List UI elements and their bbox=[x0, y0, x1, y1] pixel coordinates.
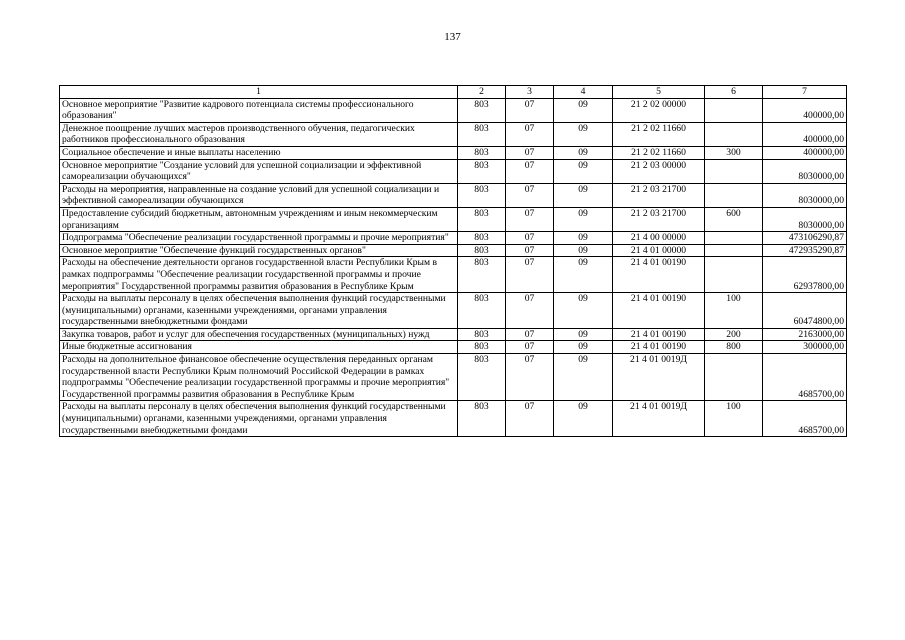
cell-desc: Иные бюджетные ассигнования bbox=[60, 341, 458, 354]
cell-c4: 09 bbox=[554, 341, 613, 354]
cell-c6: 200 bbox=[705, 328, 763, 341]
cell-c5: 21 4 01 00190 bbox=[613, 328, 705, 341]
cell-c7: 473106290,87 bbox=[763, 232, 847, 245]
cell-c7: 60474800,00 bbox=[763, 293, 847, 329]
cell-c5: 21 4 01 00190 bbox=[613, 293, 705, 329]
cell-c3: 07 bbox=[506, 293, 554, 329]
cell-c6 bbox=[705, 257, 763, 293]
cell-c3: 07 bbox=[506, 159, 554, 183]
cell-c3: 07 bbox=[506, 354, 554, 401]
cell-c6: 800 bbox=[705, 341, 763, 354]
cell-c4: 09 bbox=[554, 244, 613, 257]
cell-c4: 09 bbox=[554, 293, 613, 329]
cell-c2: 803 bbox=[458, 98, 506, 122]
cell-c5: 21 2 03 00000 bbox=[613, 159, 705, 183]
cell-desc: Расходы на выплаты персоналу в целях обеспечения выполнения функций государственными (муниципальными) органами, казенными учреждениями, органами управления государственными внебюджетными фондами bbox=[60, 401, 458, 437]
cell-c4: 09 bbox=[554, 146, 613, 159]
cell-c7: 400000,00 bbox=[763, 98, 847, 122]
cell-c7: 8030000,00 bbox=[763, 159, 847, 183]
table-row bbox=[60, 159, 847, 183]
cell-c7: 8030000,00 bbox=[763, 207, 847, 231]
cell-c2: 803 bbox=[458, 328, 506, 341]
cell-c4: 09 bbox=[554, 98, 613, 122]
cell-c7: 8030000,00 bbox=[763, 183, 847, 207]
cell-desc: Расходы на мероприятия, направленные на создание условий для успешной социализации и эффективной самореализации обучающихся bbox=[60, 183, 458, 207]
cell-c4: 09 bbox=[554, 122, 613, 146]
cell-c6: 100 bbox=[705, 401, 763, 437]
table-row bbox=[60, 207, 847, 231]
cell-c6: 300 bbox=[705, 146, 763, 159]
cell-c6: 600 bbox=[705, 207, 763, 231]
cell-c3: 07 bbox=[506, 257, 554, 293]
cell-desc: Расходы на обеспечение деятельности органов государственной власти Республики Крым в рамках подпрограммы "Обеспечение реализации государственной программы и прочие мероприятия" Государственной программы развития образования в Республике Крым bbox=[60, 257, 458, 293]
cell-c3: 07 bbox=[506, 122, 554, 146]
cell-c2: 803 bbox=[458, 183, 506, 207]
cell-desc: Социальное обеспечение и иные выплаты населению bbox=[60, 146, 458, 159]
cell-c2: 803 bbox=[458, 146, 506, 159]
cell-c5: 21 2 03 21700 bbox=[613, 183, 705, 207]
table-row bbox=[60, 341, 847, 354]
cell-c2: 803 bbox=[458, 207, 506, 231]
table-row bbox=[60, 401, 847, 437]
cell-c6 bbox=[705, 232, 763, 245]
cell-c5: 21 2 02 11660 bbox=[613, 146, 705, 159]
cell-desc: Основное мероприятие "Обеспечение функций государственных органов" bbox=[60, 244, 458, 257]
table-row bbox=[60, 293, 847, 329]
header-col-6: 6 bbox=[705, 86, 763, 99]
cell-c3: 07 bbox=[506, 146, 554, 159]
cell-c2: 803 bbox=[458, 354, 506, 401]
cell-c6: 100 bbox=[705, 293, 763, 329]
cell-c4: 09 bbox=[554, 207, 613, 231]
cell-c3: 07 bbox=[506, 232, 554, 245]
cell-c3: 07 bbox=[506, 341, 554, 354]
cell-c2: 803 bbox=[458, 341, 506, 354]
table-row bbox=[60, 354, 847, 401]
cell-c6 bbox=[705, 159, 763, 183]
table-row bbox=[60, 146, 847, 159]
cell-desc: Расходы на дополнительное финансовое обеспечение осуществления переданных органам государственной власти Республики Крым полномочий Российской Федерации в рамках подпрограммы "Обеспечение реализации государственной программы и прочие мероприятия" Государственной программы развития образования в Республике Крым bbox=[60, 354, 458, 401]
cell-c2: 803 bbox=[458, 257, 506, 293]
cell-c7: 472935290,87 bbox=[763, 244, 847, 257]
cell-desc: Расходы на выплаты персоналу в целях обеспечения выполнения функций государственными (муниципальными) органами, казенными учреждениями, органами управления государственными внебюджетными фондами bbox=[60, 293, 458, 329]
cell-c4: 09 bbox=[554, 257, 613, 293]
cell-c5: 21 2 02 11660 bbox=[613, 122, 705, 146]
cell-c3: 07 bbox=[506, 328, 554, 341]
cell-c5: 21 4 01 00000 bbox=[613, 244, 705, 257]
cell-c3: 07 bbox=[506, 183, 554, 207]
cell-c3: 07 bbox=[506, 401, 554, 437]
header-col-4: 4 bbox=[554, 86, 613, 99]
cell-c7: 400000,00 bbox=[763, 146, 847, 159]
cell-c4: 09 bbox=[554, 354, 613, 401]
cell-c7: 400000,00 bbox=[763, 122, 847, 146]
table-row bbox=[60, 98, 847, 122]
cell-c2: 803 bbox=[458, 122, 506, 146]
cell-c7: 62937800,00 bbox=[763, 257, 847, 293]
cell-c5: 21 2 03 21700 bbox=[613, 207, 705, 231]
cell-c3: 07 bbox=[506, 207, 554, 231]
cell-c5: 21 2 02 00000 bbox=[613, 98, 705, 122]
header-col-5: 5 bbox=[613, 86, 705, 99]
cell-c4: 09 bbox=[554, 159, 613, 183]
cell-c6 bbox=[705, 354, 763, 401]
header-col-7: 7 bbox=[763, 86, 847, 99]
cell-c2: 803 bbox=[458, 159, 506, 183]
header-col-3: 3 bbox=[506, 86, 554, 99]
cell-desc: Подпрограмма "Обеспечение реализации государственной программы и прочие мероприятия" bbox=[60, 232, 458, 245]
cell-c2: 803 bbox=[458, 401, 506, 437]
cell-c5: 21 4 01 00190 bbox=[613, 341, 705, 354]
cell-c6 bbox=[705, 122, 763, 146]
cell-c3: 07 bbox=[506, 98, 554, 122]
cell-desc: Основное мероприятие "Создание условий для успешной социализации и эффективной самореализации обучающихся" bbox=[60, 159, 458, 183]
table-row bbox=[60, 183, 847, 207]
cell-c6 bbox=[705, 244, 763, 257]
cell-c5: 21 4 01 0019Д bbox=[613, 354, 705, 401]
cell-desc: Денежное поощрение лучших мастеров производственного обучения, педагогических работников профессионального образования bbox=[60, 122, 458, 146]
cell-c6 bbox=[705, 183, 763, 207]
table-row bbox=[60, 328, 847, 341]
table-row bbox=[60, 232, 847, 245]
page-number: 137 bbox=[444, 31, 461, 43]
table-row bbox=[60, 257, 847, 293]
table-header-row bbox=[60, 86, 847, 99]
cell-desc: Предоставление субсидий бюджетным, автономным учреждениям и иным некоммерческим организациям bbox=[60, 207, 458, 231]
cell-desc: Основное мероприятие "Развитие кадрового потенциала системы профессионального образования" bbox=[60, 98, 458, 122]
cell-c5: 21 4 00 00000 bbox=[613, 232, 705, 245]
table-body bbox=[60, 98, 847, 437]
budget-table bbox=[59, 85, 847, 437]
cell-c5: 21 4 01 0019Д bbox=[613, 401, 705, 437]
cell-c2: 803 bbox=[458, 244, 506, 257]
cell-c4: 09 bbox=[554, 183, 613, 207]
table-row bbox=[60, 244, 847, 257]
cell-c4: 09 bbox=[554, 328, 613, 341]
header-col-1: 1 bbox=[60, 86, 458, 99]
cell-desc: Закупка товаров, работ и услуг для обеспечения государственных (муниципальных) нужд bbox=[60, 328, 458, 341]
cell-c7: 4685700,00 bbox=[763, 401, 847, 437]
cell-c5: 21 4 01 00190 bbox=[613, 257, 705, 293]
cell-c6 bbox=[705, 98, 763, 122]
cell-c4: 09 bbox=[554, 401, 613, 437]
cell-c7: 2163000,00 bbox=[763, 328, 847, 341]
header-col-2: 2 bbox=[458, 86, 506, 99]
table-row bbox=[60, 122, 847, 146]
cell-c2: 803 bbox=[458, 293, 506, 329]
cell-c7: 300000,00 bbox=[763, 341, 847, 354]
cell-c4: 09 bbox=[554, 232, 613, 245]
cell-c7: 4685700,00 bbox=[763, 354, 847, 401]
cell-c2: 803 bbox=[458, 232, 506, 245]
cell-c3: 07 bbox=[506, 244, 554, 257]
